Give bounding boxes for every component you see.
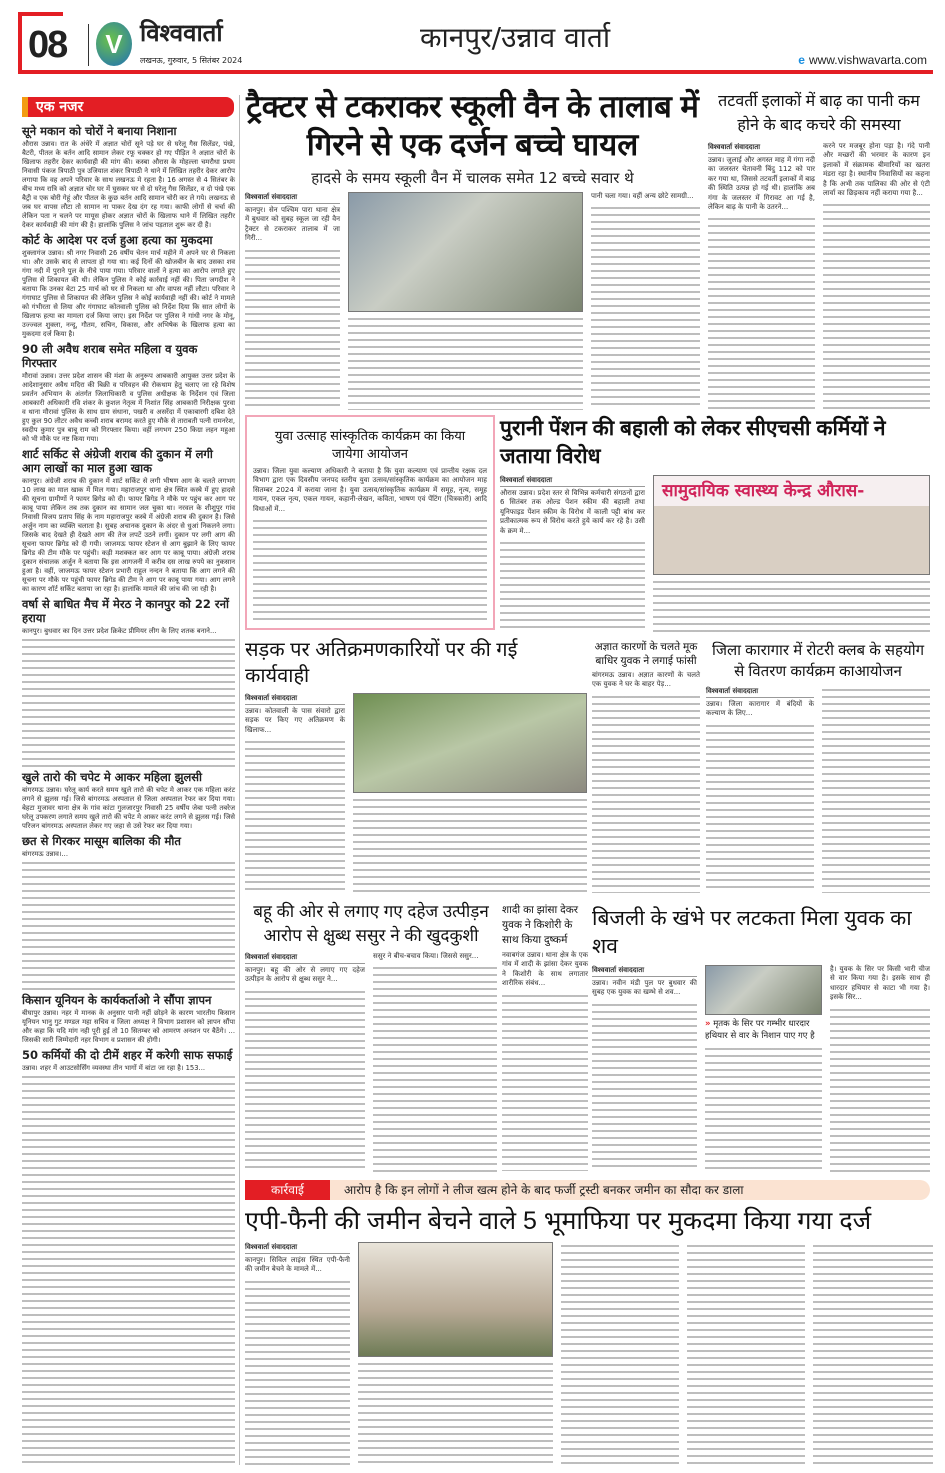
- brief-story: [22, 990, 235, 1045]
- lead-subheadline: हादसे के समय स्कूली वैन में चालक समेत 12 बच्चे सवार थे: [311, 169, 634, 187]
- jail-text: उन्नाव। जिला कारागार में बंदियों के कल्याण के लिए...: [706, 700, 814, 718]
- shaadi-text: नवाबगंज उन्नाव। थाना क्षेत्र के एक गांव में शादी के झांसा देकर युवक ने किशोरी के साथ लगातार शारीरिक संबंध...: [502, 951, 588, 988]
- brief-body: बांगरमऊ उन्नाव।...: [22, 850, 69, 858]
- text-filler: [592, 693, 700, 893]
- caption-text: मृतक के सिर पर गम्भीर धारदार हथियार से वार के निशान पाए गए है: [705, 1019, 815, 1041]
- browser-icon: e: [798, 53, 805, 67]
- brief-story: [22, 444, 235, 594]
- brief-headline: कोर्ट के आदेश पर दर्ज हुआ हत्या का मुकदमा: [22, 233, 213, 247]
- pole-text: उन्नाव। नवीन मंडी पुल पर बुधवार की सुबह एक युवक का खम्भे से शव...: [592, 979, 697, 997]
- youth-headline: युवा उत्साह सांस्कृतिक कार्यक्रम का किया जायेगा आयोजन: [274, 428, 466, 461]
- text-filler: [245, 1278, 350, 1466]
- brief-headline: किसान यूनियन के कार्यकर्ताओ ने सौंपा ज्ञापन: [22, 993, 212, 1007]
- flood-text: उन्नाव। जुलाई और अगस्त माह में गंगा नदी का जलस्तर चेतावनी बिंदु 112 को पार कर गया था, जिससे तटवर्ती इलाकों में बाढ़ की स्थिति उत्पन्न हो गई थी। हालांकि अब गंगा के जलस्तर में गिरावट आ गई है, लेकिन बाढ़ के पानी के उतरने...: [708, 156, 815, 212]
- encroachment-headline: सड़क पर अतिक्रमणकारियों पर की गई कार्यवाही: [245, 639, 518, 687]
- text-filler: [22, 859, 235, 990]
- jail-story: [706, 640, 930, 893]
- photo-caption: [705, 1018, 822, 1042]
- flood-story: [708, 90, 930, 410]
- bottom-story: [245, 1204, 933, 1466]
- lead-body: [245, 192, 700, 410]
- accident-photo: [348, 192, 583, 312]
- shaadi-headline: शादी का झांसा देकर युवक ने किशोरी के साथ किया दुष्कर्म: [502, 904, 579, 946]
- text-filler: [706, 722, 814, 893]
- dateline: लखनऊ, गुरुवार, 5 सितंबर 2024: [140, 56, 243, 65]
- pension-text: औरास उन्नाव। प्रदेश स्तर से विभिन्न कर्मचारी संगठनों द्वारा 6 सितंबर तक ओल्ड पेंशन स्कीम की बहाली तथा यूनिफाइड पेंशन स्कीम के विरोध में काली पट्टी बांध कर प्रतीकात्मक रूप से विरोध करते हुये कार्य कर रहे है। उसी के क्रम मे...: [500, 489, 645, 535]
- kicker: आरोप है कि इन लोगों ने लीज खत्म होने के बाद फर्जी ट्रस्टी बनकर जमीन का सौदा कर डाला: [330, 1180, 930, 1200]
- lead-story: [245, 88, 700, 410]
- pension-story: [500, 415, 930, 632]
- column-rule: [239, 95, 240, 1465]
- pole-story: [592, 905, 930, 1172]
- bottom-text: कानपुर। सिविल लाइंस स्थित एपी-फैनी की जमीन बेचने के मामले में...: [245, 1256, 350, 1274]
- text-filler: [592, 1001, 697, 1172]
- byline: विश्ववार्ता संवाददाता: [245, 192, 340, 204]
- brief-headline: वर्षा से बाधित मैच में मेरठ ने कानपुर को 22 रनों हराया: [22, 597, 229, 625]
- encroachment-body: [245, 693, 587, 893]
- lead-headline: ट्रैक्टर से टकराकर स्कूली वैन के तालाब में गिरने से एक दर्जन बच्चे घायल: [246, 89, 699, 162]
- brief-headline: 50 कर्मियों की दो टीमें शहर में करेगी साफ सफाई: [22, 1048, 233, 1062]
- text-filler: [813, 1242, 933, 1466]
- bottom-body: [245, 1242, 933, 1466]
- pole-headline: बिजली के खंभे पर लटकता मिला युवक का शव: [592, 907, 912, 958]
- dowry-text: कानपुर। बहू की ओर से लगाए गए दहेज उत्पीड़न के आरोप से क्षुब्ध ससुर ने...: [245, 966, 365, 984]
- brief-body: औरास उन्नाव। रात के अंधेरे में अज्ञात चोरों सूने पड़े घर से घरेलू गैस सिलेंडर, पंखे, बैटरी, पीतल के बर्तन आदि सामान लेकर रफू चक्कर हो गए पीड़ित ने अज्ञात चोरों के खिलाफ तहरीर देकर कार्यवाही की मांग की। कस्बा औरास के मोहल्ला चमरौधा प्रथम निवासी पंकज त्रिपाठी पुत्र उजियाल शंकर त्रिपाठी ने थाने में लिखित तहरीर देकर आरोप लगाया कि वह अपने परिवार के साथ लखनऊ मे रहता है। 16 अगस्त से 4 सितंबर के बीच मध्य रात्रि को अज्ञात चोर घर में घुसकर घर से दो घरेलू गैस सिलेंडर, व दो पंखे एक बैट्री व एक बोरी गेहूं और पीतल के कुछ बर्तन आदि सामान चोरी कर ले गये। लखनऊ से जब घर वापस लौटा तो सामान ना पाकर देख दंग रह गया। काफी लोगों से चर्चा की लेकिन पता न चलने पर मायूस होकर अज्ञात चोरों के खिलाफ थाने में लिखित तहरीर देकर कार्यवाही की मांग की है। हालांकि पुलिस ने जांच पड़ताल शुरू कर दी है।: [22, 140, 235, 229]
- text-filler: [591, 204, 700, 410]
- brief-body: शुक्लागंज उन्नाव। श्री नगर निवासी 26 वर्षीय चेतन मार्च महीने में अपने घर से निकला था। और उसके बाद से लापता हो गया था। कई दिनों की खोजबीन के बाद उसका शव गंगा नदी में पुराने पुल के नीचे पाया गया। परिवार वालों ने हत्या का आरोप लगाते हुए पुलिस से शिकायत की थी। लेकिन पुलिस ने कोई कार्रवाई नहीं की। पिता जगदीश ने बताया कि उनका बेटा 25 मार्च को घर से निकला था और वापस नहीं लौटा। परिवार ने गंगाघाट पुलिस से शिकायत की लेकिन पुलिस ने कोई कार्यवाही नहीं की। कोर्ट ने मामले को गंभीरता से लिया और गंगाघाट कोतवाली पुलिस को निर्देश दिया कि सात लोगों के खिलाफ हत्या का मामला दर्ज किया जाए। इस निर्देश पर पुलिस ने गांधी नगर के मोनू, उज्ज्वल शुक्ला, नन्दू, गौतम, सचिन, विकास, और अभिषेक के खिलाफ हत्या का मुकदमा दर्ज किया है।: [22, 249, 235, 338]
- property-photo: [358, 1242, 553, 1357]
- text-filler: [358, 1360, 553, 1466]
- brief-story: [22, 339, 235, 444]
- flood-body: [708, 142, 930, 410]
- text-filler: [822, 686, 930, 893]
- byline: विश्ववार्ता संवाददाता: [706, 686, 814, 698]
- shaadi-story: [502, 903, 588, 1171]
- youth-box: [245, 415, 495, 630]
- brief-body: कानपुर। बुधवार का दिन उत्तर प्रदेश क्रिकेट प्रीमियर लीग के लिए शतक बनाने...: [22, 627, 217, 635]
- dowry-headline: बहू की ओर से लगाए गए दहेज उत्पीड़न आरोप से क्षुब्ध ससुर ने की खुदकुशी: [253, 902, 489, 945]
- brief-story: [22, 230, 235, 339]
- brief-headline: शार्ट सर्किट से अंग्रेजी शराब की दुकान में लगी आग लाखों का माल हुआ खाक: [22, 447, 213, 475]
- quote-chevron-icon: »: [705, 1019, 711, 1029]
- hospital-sign: सामुदायिक स्वास्थ्य केन्द्र औरास-: [654, 476, 929, 506]
- pension-protest-photo: [653, 475, 930, 575]
- brief-story: [22, 831, 235, 859]
- text-filler: [502, 992, 588, 1171]
- left-column: [22, 121, 235, 1466]
- brief-story: [22, 1045, 235, 1073]
- encroachment-photo: [353, 693, 587, 793]
- website-link[interactable]: [798, 52, 927, 68]
- jail-headline: जिला कारागार में रोटरी क्लब के सहयोग से वितरण कार्यक्रम काआयोजन: [711, 642, 925, 680]
- text-filler: [22, 1073, 235, 1466]
- dowry-story: [245, 900, 497, 1172]
- dowry-body: [245, 952, 497, 1172]
- text-filler: [500, 539, 645, 632]
- text-filler: [823, 201, 930, 410]
- lead-text-cont: पानी चला गया। वहीं अन्य छोटे सामग्री...: [591, 192, 694, 200]
- brief-story: [22, 767, 235, 831]
- text-filler: [353, 796, 587, 893]
- brief-body: बीघापुर उन्नाव। नहर मे मानक के अनुसार पानी नहीं छोड़ने के कारण भारतीय किसान यूनियन भानु गुट मण्डल महा सचिव व जिला अध्यक्ष ने विभाग प्रशासन को ज्ञापन सौंपा और कहा कि यदि मांग नही पूरी हुई तो 10 सितम्बर को आमरण अनशन पर बैठेंगे। ... जिसकी सारी जिम्मेदारी नहर विभाग व प्रशासन की होगी।: [22, 1009, 235, 1044]
- brief-body: उन्नाव। शहर में आउटसोर्सिंग व्यवस्था तीन भागों में बांटा जा रहा है। 153...: [22, 1064, 206, 1072]
- byline: विश्ववार्ता संवाददाता: [592, 965, 697, 977]
- text-filler: [245, 738, 345, 893]
- pension-body: [500, 475, 930, 632]
- encroachment-text: उन्नाव। कोतवाली के पास संवारो द्वारा सड़क पर किए गए अतिक्रमण के खिलाफ...: [245, 707, 345, 734]
- byline: विश्ववार्ता संवाददाता: [245, 952, 365, 964]
- youth-text: उन्नाव। जिला युवा कल्याण अधिकारी ने बताया है कि युवा कल्याण एवं प्रान्तीय रक्षक दल विभाग द्वारा एक दिवसीय जनपद स्तरीय युवा उत्सव/सांस्कृतिक कार्यक्रम का आयोजन माह सितम्बर 2024 में कराया जाना है। युवा उत्सव/सांस्कृतिक कार्यक्रम में समूह, नृत्य, समूह गायन, एकल नृत्य, एकल गायन, कहानी-लेखन, कविता, भाषण एवं पेंटिंग (चित्रकारी) आदि विधाओं में...: [253, 467, 487, 513]
- text-filler: [22, 636, 235, 767]
- lead-text: कानपुर। सेन पश्चिम पारा थाना क्षेत्र में बुधवार को सुबह स्कूल जा रही वैन ट्रैक्टर से टकराकर तालाब में जा गिरी...: [245, 206, 340, 243]
- pole-body: [592, 965, 930, 1172]
- flood-text-cont: करने पर मजबूर होना पड़ा है। गंदे पानी और मच्छरों की भरमार के कारण इन इलाकों में संक्रामक बीमारियों का खतरा मंडरा रहा है। स्थानीय निवासियों का कहना है कि अभी तक पालिका की ओर से एंटी लार्वा का छिड़काव नहीं कराया गया है...: [823, 142, 930, 198]
- brief-body: मौरावां उन्नाव। उत्तर प्रदेश शासन की मंशा के अनुरूप आबकारी आयुक्त उत्तर प्रदेश के आदेशानुसार अवैध मदिरा की बिक्री व परिवहन की रोकथाम हेतु चलाए जा रहे विशेष प्रवर्तन अभियान के अंतर्गत जिलाधिकारी व पुलिस अधीक्षक के निर्देशन एवं जिला आबकारी अधिकारी रवि शंकर के कुशल नेतृत्व में निशांत सिंह आबकारी निरीक्षक पुरवा व थाना मौरावां पुलिस के साथ ग्राम संधाना, पखरी व असरेंदा में एकाबारगी दबिश देते हुए कुल 90 लीटर अवैध कच्ची शराब बरामद करते हुए मौके से ताराबती पत्नी रामनरेश, स्वदीप कुमार पुत्र बाबू राम को गिरफ्तार किया। वहीं लगभग 250 किग्रा लहन महुआ को भी मौके पर नष्ट किया गया।: [22, 372, 235, 443]
- brand-name: विश्ववार्ता: [140, 19, 223, 47]
- text-filler: [705, 1045, 822, 1172]
- brief-headline: छत से गिरकर मासूम बालिका की मौत: [22, 834, 181, 848]
- brief-story: [22, 594, 235, 636]
- byline: विश्ववार्ता संवाददाता: [708, 142, 815, 154]
- deaf-headline: अज्ञात कारणों के चलते मूक बाधिर युवक ने लगाई फांसी: [594, 641, 698, 667]
- brief-headline: सूने मकान को चोरों ने बनाया निशाना: [22, 124, 177, 138]
- text-filler: [373, 964, 497, 1172]
- text-filler: [561, 1242, 679, 1466]
- page-number: 08: [28, 24, 67, 66]
- byline: विश्ववार्ता संवाददाता: [500, 475, 645, 487]
- pole-photo: [705, 965, 822, 1015]
- text-filler: [348, 315, 583, 410]
- bottom-headline: एपी-फैनी की जमीन बेचने वाले 5 भूमाफिया पर मुकदमा किया गया दर्ज: [245, 1207, 872, 1235]
- website-url: www.vishwavarta.com: [808, 53, 927, 67]
- ek-nazar-label: एक नजर: [22, 97, 234, 117]
- text-filler: [653, 578, 930, 632]
- deaf-story: [592, 640, 700, 893]
- deaf-text: बांगरमऊ उन्नाव। अज्ञात कारणों के चलते एक युवक ने घर के बाहर पेड़...: [592, 671, 700, 689]
- brief-body: बांगरमऊ उन्नाव। घरेलू कार्य करते समय खुले तारो की चपेट मे आकर एक महिला करंट लगने से झुलस गई। जिसे बांगरमऊ अस्पताल से जिला अस्पताल रेफर कर दिया गया। बेहटा मुजावर थाना क्षेत्र के गांव कांटा गुलजारपुर निवासी 25 वर्षीय जेबा पत्नी तबरेज घरेलू उपकरण लगाते समय खुले तारो की चपेट मे आकर करंट लगने से झुलस गई। जिसे परिजन बांगरमऊ अस्पताल लेकर गए जहा से उसे रेफर कर दिया गया।: [22, 786, 235, 830]
- text-filler: [830, 1006, 930, 1172]
- pension-headline: पुरानी पेंशन की बहाली को लेकर सीएचसी कर्मियों ने जताया विरोध: [500, 417, 886, 468]
- brief-headline: 90 ली अवैध शराब समेत महिला व युवक गिरफ्तार: [22, 342, 198, 370]
- divider: [88, 24, 89, 66]
- brief-body: कानपुर। अंग्रेजी शराब की दुकान में शार्ट सर्किट से लगी भीषण आग के चलते लगभग 10 लाख का माल खाक में मिल गया। महाराजपुर थाना क्षेत्र स्थित कस्बे में हुए हादसे की सूचना ग्रामीणों ने फायर ब्रिगेड को दी। फायर ब्रिगेड ने मौके पर पहुंच कर आग पर काबू पाया लेकिन तब तक दुकान का सामान जल चुका था। नरवल के शीशुपुर गांव निवासी विजय प्रताप सिंह के नाम महाराजपुर कस्बे में अंग्रेजी शराब की दुकान है। जिसे अर्जुन नाम का व्यक्ति चलाता है। सुबह अचानक दुकान के अंदर से धुआं निकलने लगा। जिसके बाद देखते ही देखते आग की तेज लपटें उठने लगीं। दुकान पर लगी आग की सूचना फायर ब्रिगेड को दी गयी। जाजमऊ फायर स्टेशन से आग बुझाने के लिए फायर ब्रिगेड की टीम मौके पर पहुंची। कड़ी मशक्कत कर आग पर काबू पाया। अंग्रेजी शराब दुकान संचालक अर्जुन ने बताया कि इस आगजनी में करीब दस लाख रुपये का नुकसान हुआ है। वहीं, जाजमऊ फायर स्टेशन प्रभारी राहुल नन्दन ने बताया कि आग लगने की सूचना पर मौके पर पहुंची फायर ब्रिगेड की टीम ने आग पर काबू पाया गया। आग लगने का कारण शॉर्ट सर्किट बताया जा रहा है। हालांकि मामले की जांच की जा रही है।: [22, 477, 235, 593]
- text-filler: [687, 1242, 805, 1466]
- text-filler: [245, 247, 340, 410]
- brief-story: [22, 121, 235, 230]
- byline: विश्ववार्ता संवाददाता: [245, 693, 345, 705]
- category-tag: कार्रवाई: [245, 1180, 330, 1200]
- brief-headline: खुले तारो की चपेट मे आकर महिला झुलसी: [22, 770, 203, 784]
- text-filler: [245, 988, 365, 1172]
- text-filler: [708, 215, 815, 410]
- pole-text-cont: है। युवक के सिर पर किसी भारी चीज से वार किया गया है। इसके साथ ही धारदार हथियार से काटा भी गया है। इसके सिर...: [830, 965, 930, 1002]
- brand-logo: V: [96, 22, 132, 66]
- section-title: कानपुर/उन्नाव वार्ता: [420, 21, 611, 54]
- encroachment-story: [245, 637, 587, 893]
- byline: विश्ववार्ता संवाददाता: [245, 1242, 350, 1254]
- flood-headline: तटवर्ती इलाकों में बाढ़ का पानी कम होने के बाद कचरे की समस्या: [718, 93, 920, 134]
- text-filler: [253, 517, 487, 622]
- dowry-text-cont: ससुर ने बीच-बचाव किया। जिससे ससुर...: [373, 952, 479, 960]
- jail-body: [706, 686, 930, 893]
